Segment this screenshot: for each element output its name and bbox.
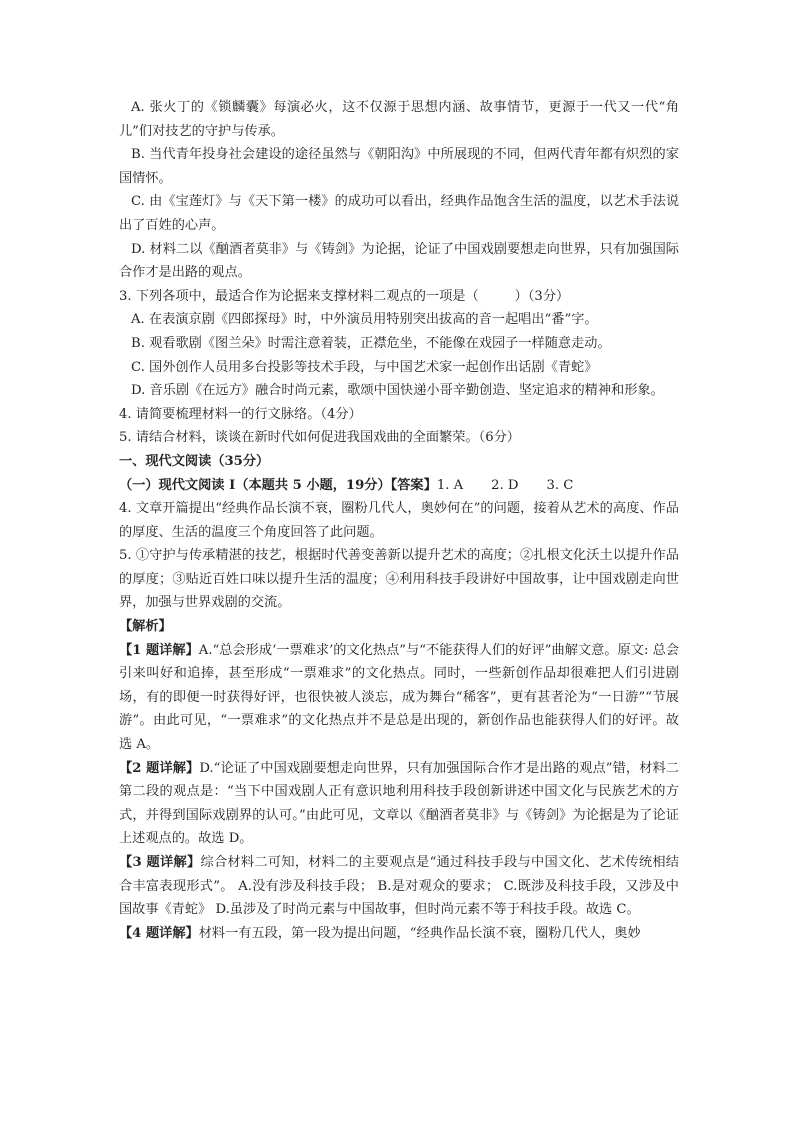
answer-2: 2. D	[491, 477, 519, 493]
detail-1-text: A.“总会形成‘一票难求’的文化热点”与“不能获得人们的好评”曲解文意。原文: 总会引来叫好和追捧，甚至形成“一票难求”的文化热点。同时，一些新创作品却很难把人们引进剧场，有的即便一时获得好评，也很快被人淡忘，成为舞台“稀客”，更有甚者沦为“一日游”“节展游”。由此可见，“一票难求”的文化热点并不是总是出现的，新创作品也能获得人们的好评。故选 A。	[119, 642, 679, 753]
detail-2-label: 【2 题详解】	[119, 760, 200, 776]
document-page	[119, 96, 679, 945]
detail-4-text: 材料一有五段，第一段为提出问题，“经典作品长演不衰，圈粉几代人，奥妙	[198, 925, 641, 941]
detail-2	[119, 757, 679, 851]
detail-1-label: 【1 题详解】	[119, 642, 199, 658]
q1-option-a: A. 张火丁的《锁麟囊》每演必火，这不仅源于思想内涵、故事情节，更源于一代又一代“角儿”们对技艺的守护与传承。	[119, 100, 679, 139]
q1-option-d: D. 材料二以《酗酒者莫非》与《铸剑》为论据，论证了中国戏剧要想走向世界，只有加强国际合作才是出路的观点。	[119, 241, 679, 281]
q3-stem-prefix: 3. 下列各项中，最适合作为论据来支撑材料二观点的一项是（	[119, 288, 479, 304]
detail-3	[119, 851, 679, 922]
q1-option-b: B. 当代青年投身社会建设的途径虽然与《朝阳沟》中所展现的不同，但两代青年都有炽烈的家国情怀。	[119, 147, 679, 186]
subsection-heading: （一）现代文阅读 I（本题共 5 小题，19分）【答案】	[119, 477, 437, 493]
detail-1	[119, 639, 679, 757]
detail-2-text: D.“论证了中国戏剧要想走向世界，只有加强国际合作才是出路的观点”错，材料二第二段的观点是：“当下中国戏剧人正有意识地利用科技手段创新讲述中国文化与民族艺术的方式，并得到国际戏剧界的认可。”由此可见，文章以《酗酒者莫非》与《铸剑》为论据是为了论证上述观点的。故选 D。	[119, 760, 679, 847]
detail-3-text: 综合材料二可知，材料二的主要观点是“通过科技手段与中国文化、艺术传统相结合丰富表现形式”。 A.没有涉及科技手段； B.是对观众的要求； C.既涉及科技手段，又涉及中国故事《青蛇》 D.虽涉及了时尚元素与中国故事，但时尚元素不等于科技手段。故选 C。	[119, 855, 679, 918]
detail-3-label: 【3 题详解】	[119, 855, 201, 870]
q1-option-c: C. 由《宝莲灯》与《天下第一楼》的成功可以看出，经典作品饱含生活的温度，以艺术手法说出了百姓的心声。	[119, 194, 679, 233]
q3-option-a: A. 在表演京剧《四郎探母》时，中外演员用特别突出拔高的音一起唱出“番”字。	[131, 312, 598, 328]
answer-5: 5. ①守护与传承精湛的技艺，根据时代善变善新以提升艺术的高度；②扎根文化沃土以提升作品的厚度；③贴近百姓口味以提升生活的温度；④利用科技手段讲好中国故事，让中国戏剧走向世界，加强与世界戏剧的交流。	[119, 548, 679, 611]
answer-1: 1. A	[436, 477, 464, 493]
q3-option-b: B. 观看歌剧《图兰朵》时需注意着装，正襟危坐，不能像在戏园子一样随意走动。	[131, 335, 611, 351]
analysis-label: 【解析】	[119, 619, 172, 635]
q5: 5. 请结合材料，谈谈在新时代如何促进我国戏曲的全面繁荣。（6分）	[119, 430, 520, 446]
q3-option-c: C. 国外创作人员用多台投影等技术手段，与中国艺术家一起创作出话剧《青蛇》	[131, 359, 598, 375]
detail-4	[119, 922, 679, 946]
answer-3: 3. C	[546, 477, 574, 493]
answer-key	[119, 474, 679, 498]
q4: 4. 请简要梳理材料一的行文脉络。（4分）	[119, 406, 362, 422]
q3-stem-suffix: ）（3分）	[514, 288, 570, 304]
section-heading: 一、现代文阅读（35分）	[119, 453, 270, 469]
q3-option-d: D. 音乐剧《在远方》融合时尚元素，歌颂中国快递小哥辛勤创造、坚定追求的精神和形象。	[131, 383, 664, 399]
answer-4: 4. 文章开篇提出“经典作品长演不衰，圈粉几代人，奥妙何在”的问题，接着从艺术的高度、作品的厚度、生活的温度三个角度回答了此问题。	[119, 501, 679, 540]
q3-stem	[119, 285, 679, 309]
detail-4-label: 【4 题详解】	[119, 925, 199, 941]
